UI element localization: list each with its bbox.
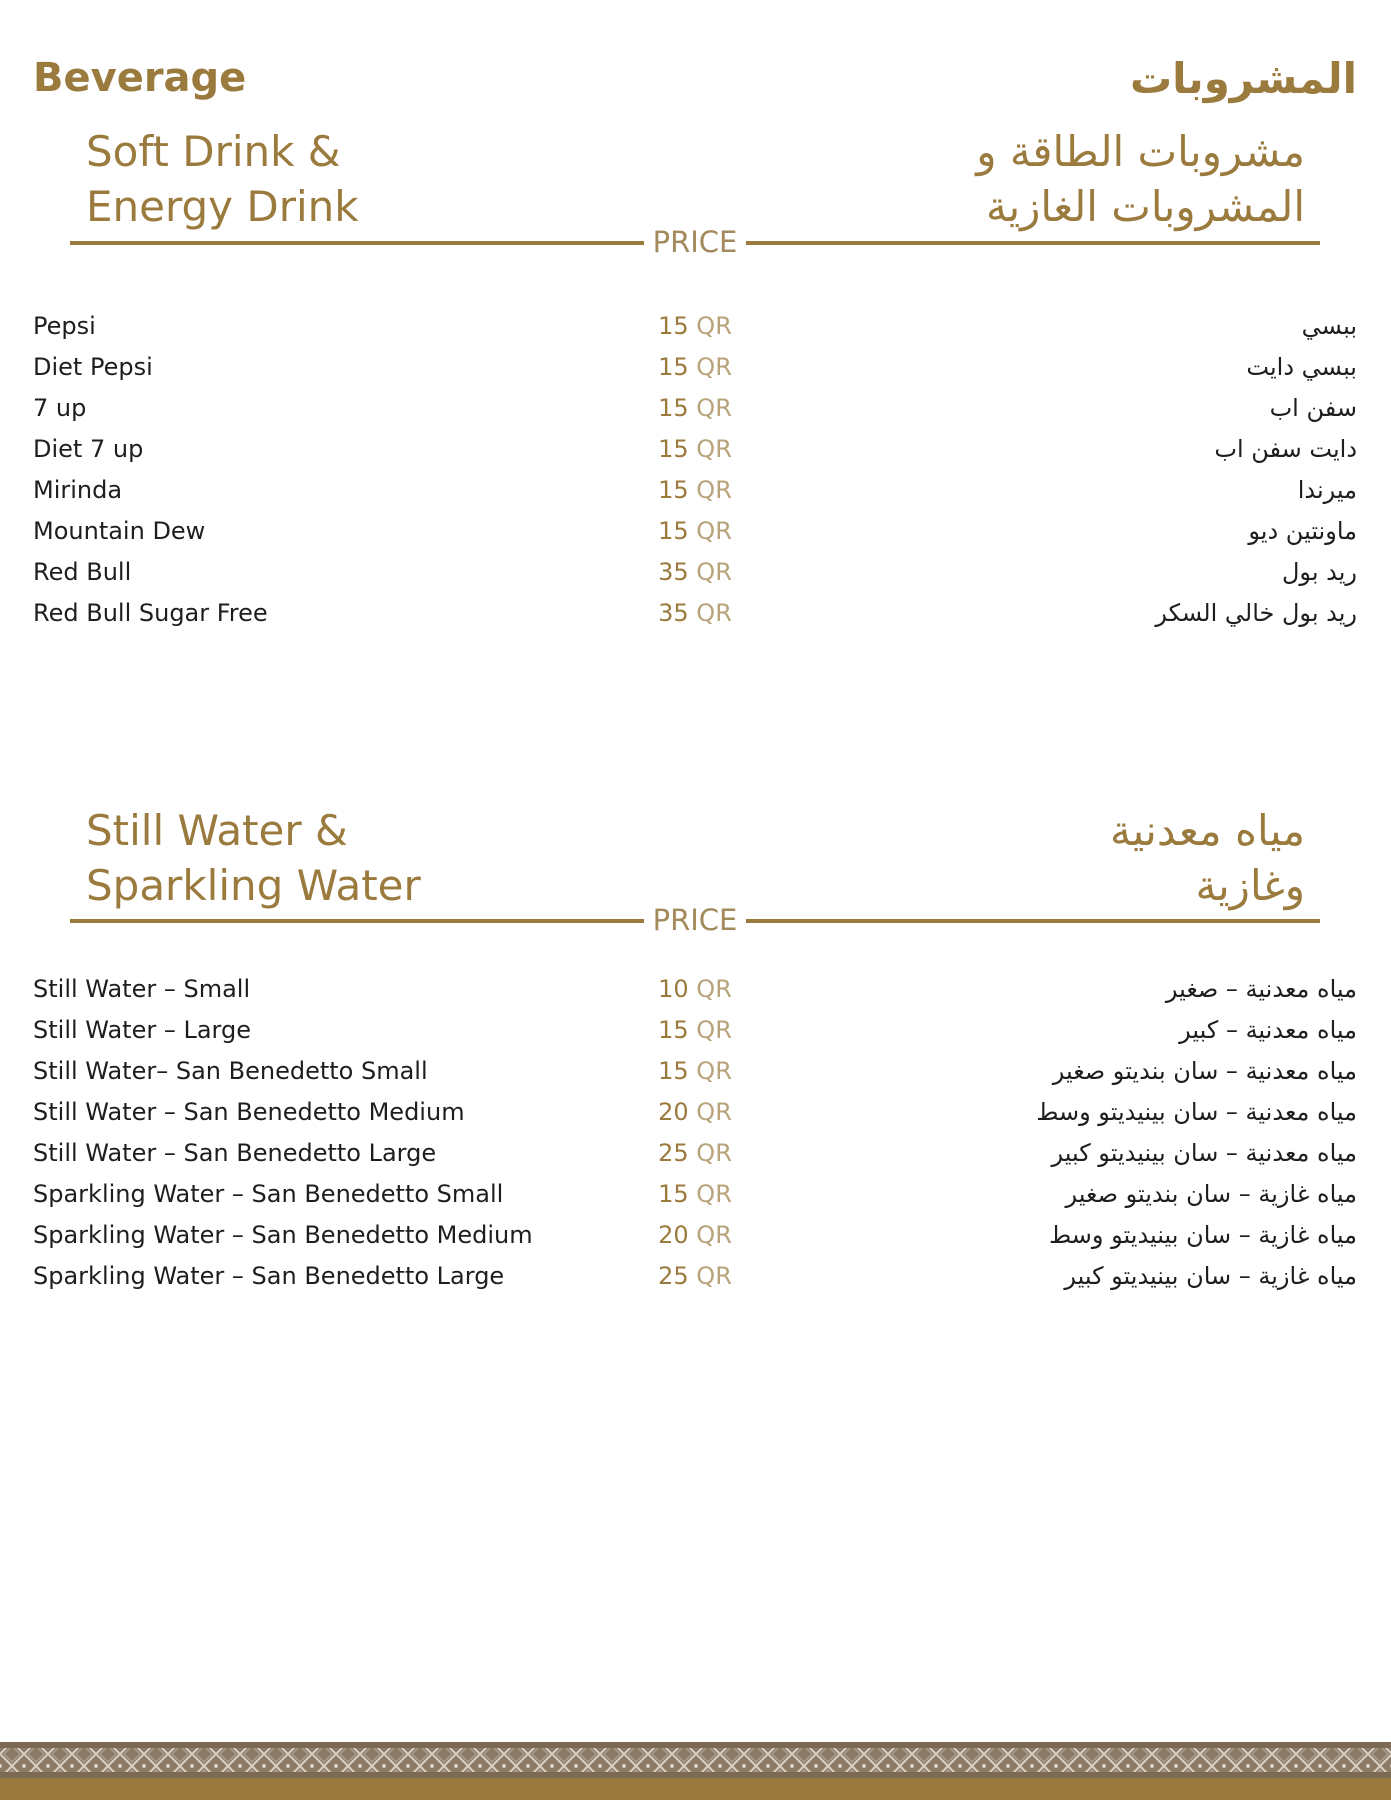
price-currency: QR — [696, 1098, 732, 1126]
item-name-english: Diet 7 up — [33, 435, 144, 463]
price-amount: 25 — [658, 1139, 689, 1167]
item-name-english: Red Bull — [33, 558, 132, 586]
item-name-english: Diet Pepsi — [33, 353, 153, 381]
item-price — [640, 388, 750, 429]
section-soft-drinks — [0, 124, 1391, 644]
section-title-arabic-line1: مشروبات الطاقة و — [976, 127, 1305, 176]
price-currency: QR — [696, 1057, 732, 1085]
item-price — [640, 347, 750, 388]
menu-item — [0, 306, 1391, 347]
price-amount: 15 — [658, 435, 689, 463]
price-amount: 15 — [658, 1057, 689, 1085]
item-price — [640, 969, 750, 1010]
item-name-arabic: مياه معدنية – سان بنديتو صغير — [1052, 1057, 1357, 1085]
item-price — [640, 1010, 750, 1051]
menu-items-list — [0, 306, 1391, 634]
section-water — [0, 803, 1391, 1323]
item-name-arabic: مياه معدنية – سان بينيديتو كبير — [1051, 1139, 1357, 1167]
item-name-english: Still Water – San Benedetto Medium — [33, 1098, 465, 1126]
item-name-english: Sparkling Water – San Benedetto Large — [33, 1262, 505, 1290]
item-price — [640, 1174, 750, 1215]
item-name-english: 7 up — [33, 394, 87, 422]
item-price — [640, 1092, 750, 1133]
item-name-english: Still Water – Large — [33, 1016, 252, 1044]
price-currency: QR — [696, 1262, 732, 1290]
item-name-arabic: مياه معدنية – صغير — [1165, 975, 1357, 1003]
item-name-arabic: مياه غازية – سان بينيديتو كبير — [1064, 1262, 1357, 1290]
section-title-arabic-line2: وغازية — [1195, 861, 1305, 910]
price-currency: QR — [696, 1180, 732, 1208]
menu-items-list — [0, 969, 1391, 1297]
menu-item — [0, 552, 1391, 593]
menu-item — [0, 347, 1391, 388]
item-price — [640, 1256, 750, 1297]
price-currency: QR — [696, 435, 732, 463]
menu-item — [0, 1133, 1391, 1174]
item-name-arabic: دايت سفن اب — [1214, 435, 1357, 463]
price-column-label: PRICE — [652, 225, 738, 259]
item-name-arabic: سفن اب — [1269, 394, 1357, 422]
section-title-english-line1: Still Water & — [86, 806, 348, 855]
item-name-arabic: ميرندا — [1297, 476, 1357, 504]
item-price — [640, 511, 750, 552]
item-name-english: Sparkling Water – San Benedetto Small — [33, 1180, 504, 1208]
section-title-english-line1: Soft Drink & — [86, 127, 341, 176]
menu-item — [0, 593, 1391, 634]
price-currency: QR — [696, 1221, 732, 1249]
price-amount: 35 — [658, 599, 689, 627]
item-name-english: Sparkling Water – San Benedetto Medium — [33, 1221, 533, 1249]
price-amount: 25 — [658, 1262, 689, 1290]
item-price — [640, 470, 750, 511]
section-title-arabic-line1: مياه معدنية — [1109, 806, 1305, 855]
price-currency: QR — [696, 1016, 732, 1044]
section-title-english-line2: Energy Drink — [86, 182, 359, 231]
section-title-english-line2: Sparkling Water — [86, 861, 421, 910]
section-title-arabic-line2: المشروبات الغازية — [985, 182, 1305, 231]
price-currency: QR — [696, 558, 732, 586]
price-amount: 15 — [658, 476, 689, 504]
menu-item — [0, 511, 1391, 552]
item-name-arabic: ريد بول خالي السكر — [1155, 599, 1357, 627]
menu-item — [0, 1092, 1391, 1133]
menu-item — [0, 1215, 1391, 1256]
divider-right — [746, 919, 1320, 923]
item-name-arabic: ريد بول — [1281, 558, 1357, 586]
item-price — [640, 1051, 750, 1092]
price-currency: QR — [696, 312, 732, 340]
page-title-arabic: المشروبات — [1129, 54, 1357, 103]
menu-item — [0, 1174, 1391, 1215]
item-name-arabic: مياه غازية – سان بنديتو صغير — [1065, 1180, 1357, 1208]
page-title-english: Beverage — [33, 55, 247, 101]
price-currency: QR — [696, 517, 732, 545]
menu-item — [0, 1051, 1391, 1092]
menu-item — [0, 429, 1391, 470]
item-price — [640, 306, 750, 347]
item-name-arabic: مياه معدنية – كبير — [1179, 1016, 1357, 1044]
item-name-english: Still Water – Small — [33, 975, 251, 1003]
item-name-english: Mirinda — [33, 476, 123, 504]
item-name-english: Mountain Dew — [33, 517, 206, 545]
price-column-label: PRICE — [652, 903, 738, 937]
section-title-arabic — [976, 124, 1305, 234]
item-name-english: Still Water – San Benedetto Large — [33, 1139, 437, 1167]
price-amount: 15 — [658, 312, 689, 340]
item-name-arabic: ببسي — [1301, 312, 1357, 340]
price-amount: 20 — [658, 1098, 689, 1126]
price-amount: 35 — [658, 558, 689, 586]
menu-item — [0, 969, 1391, 1010]
section-title-arabic — [1110, 803, 1305, 913]
item-name-arabic: مياه معدنية – سان بينيديتو وسط — [1036, 1098, 1357, 1126]
price-currency: QR — [696, 394, 732, 422]
price-currency: QR — [696, 599, 732, 627]
price-currency: QR — [696, 975, 732, 1003]
item-name-arabic: مياه غازية – سان بينيديتو وسط — [1049, 1221, 1357, 1249]
section-title-english — [86, 124, 359, 234]
section-title-english — [86, 803, 421, 913]
divider-right — [746, 241, 1320, 245]
item-name-english: Still Water– San Benedetto Small — [33, 1057, 428, 1085]
price-amount: 20 — [658, 1221, 689, 1249]
price-currency: QR — [696, 353, 732, 381]
price-amount: 15 — [658, 353, 689, 381]
item-price — [640, 1215, 750, 1256]
price-amount: 15 — [658, 1016, 689, 1044]
item-name-arabic: ببسي دايت — [1246, 353, 1357, 381]
item-price — [640, 429, 750, 470]
divider-left — [70, 919, 644, 923]
footer-pattern — [0, 1742, 1391, 1800]
price-amount: 15 — [658, 394, 689, 422]
item-name-english: Pepsi — [33, 312, 96, 340]
item-name-english: Red Bull Sugar Free — [33, 599, 268, 627]
menu-item — [0, 388, 1391, 429]
price-currency: QR — [696, 1139, 732, 1167]
item-name-arabic: ماونتين ديو — [1248, 517, 1357, 545]
price-amount: 15 — [658, 1180, 689, 1208]
menu-item — [0, 1256, 1391, 1297]
menu-item — [0, 470, 1391, 511]
price-amount: 10 — [658, 975, 689, 1003]
price-amount: 15 — [658, 517, 689, 545]
footer-decoration — [0, 1742, 1391, 1800]
item-price — [640, 552, 750, 593]
menu-item — [0, 1010, 1391, 1051]
divider-left — [70, 241, 644, 245]
price-currency: QR — [696, 476, 732, 504]
item-price — [640, 593, 750, 634]
item-price — [640, 1133, 750, 1174]
